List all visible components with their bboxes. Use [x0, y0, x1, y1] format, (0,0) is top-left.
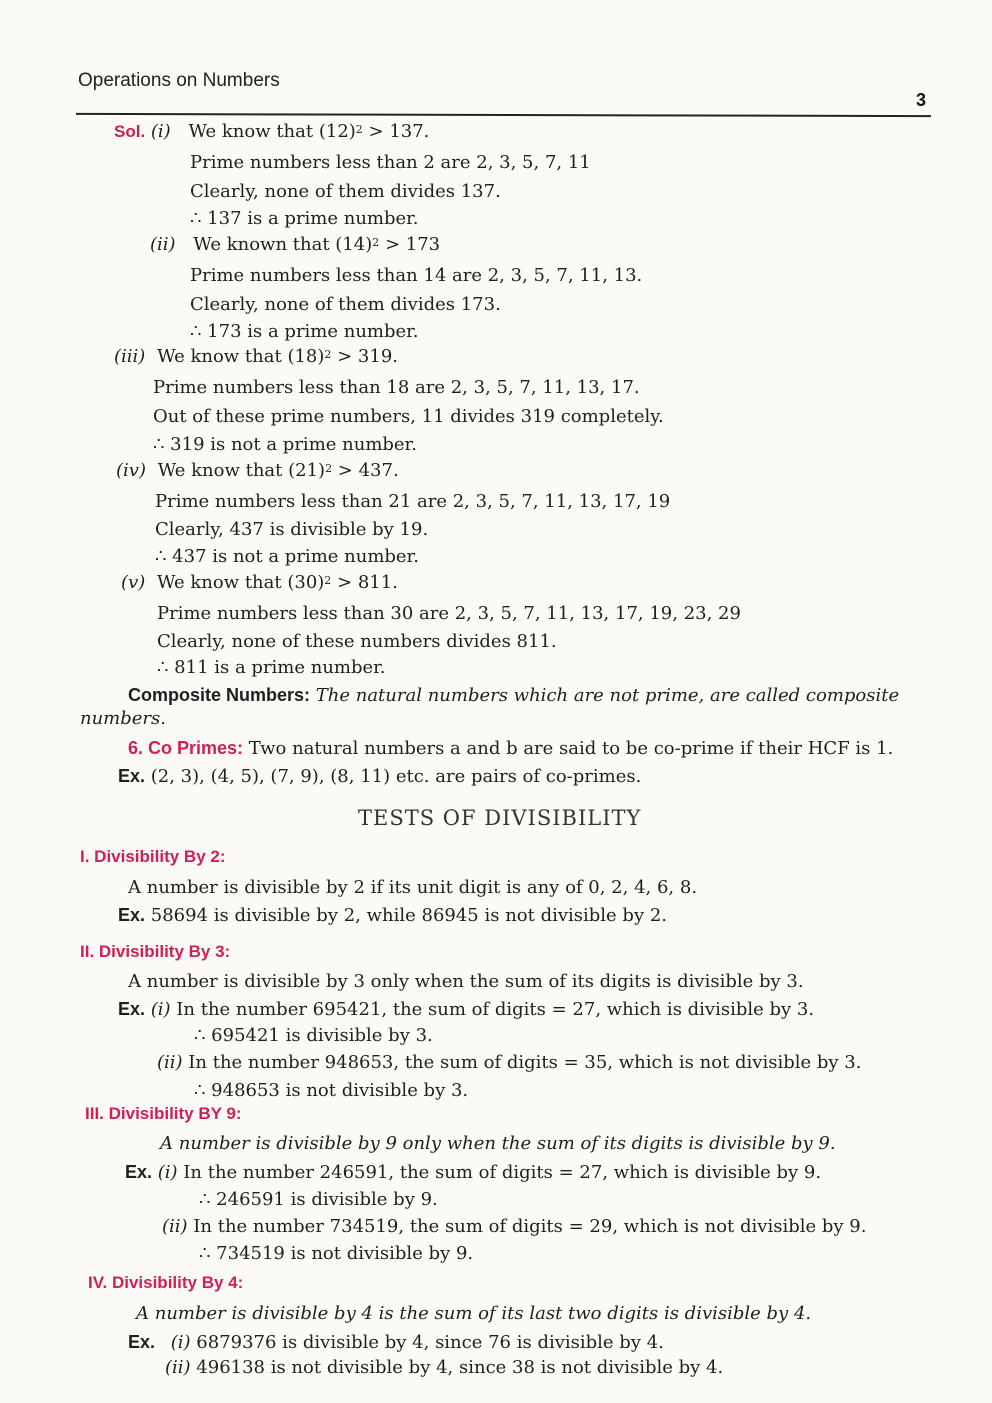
example-text: In the number 246591, the sum of digits = 27, which is divisible by 9.: [177, 1162, 822, 1183]
example-label: Ex.: [118, 999, 146, 1019]
div4-example-i: [128, 1331, 664, 1354]
sol-conclusion: ∴ 137 is a prime number.: [190, 208, 419, 229]
sol-text: > 319.: [331, 346, 399, 367]
part-number: (ii): [162, 1216, 188, 1237]
div9-conclusion-i: ∴ 246591 is divisible by 9.: [199, 1189, 438, 1210]
div3-conclusion-i: ∴ 695421 is divisible by 3.: [194, 1025, 433, 1046]
sol-text: > 137.: [362, 121, 430, 142]
exponent: 2: [324, 574, 332, 587]
part-number: (ii): [165, 1357, 191, 1378]
part-number: (i): [150, 121, 171, 142]
part-number: (iv): [116, 460, 146, 481]
div3-example-ii: [157, 1052, 861, 1074]
section-heading: TESTS OF DIVISIBILITY: [358, 806, 642, 830]
example-text: In the number 948653, the sum of digits = 35, which is not divisible by 3.: [182, 1052, 862, 1073]
div4-example-ii: [165, 1357, 723, 1379]
exponent: 2: [355, 123, 363, 136]
sol-conclusion: ∴ 319 is not a prime number.: [153, 434, 417, 455]
coprime-label: 6. Co Primes:: [128, 738, 244, 758]
sol-line: Prime numbers less than 18 are 2, 3, 5, 7, 11, 13, 17.: [153, 377, 640, 398]
sol-line: Clearly, none of them divides 137.: [190, 181, 501, 202]
sol-line: Prime numbers less than 2 are 2, 3, 5, 7, 11: [190, 152, 591, 173]
example-label: Ex.: [118, 905, 146, 925]
coprime-definition: [128, 737, 893, 760]
sol-line: Clearly, 437 is divisible by 19.: [155, 519, 429, 540]
example-text: In the number 695421, the sum of digits = 27, which is divisible by 3.: [170, 999, 815, 1020]
sol-text: > 437.: [332, 460, 399, 481]
div9-example-i: [125, 1161, 821, 1184]
example-text: 6879376 is divisible by 4, since 76 is divisible by 4.: [190, 1332, 664, 1353]
div9-rule: A number is divisible by 9 only when the sum of its digits is divisible by 9.: [160, 1133, 836, 1154]
div3-example-i: [118, 998, 814, 1021]
running-header: Operations on Numbers: [78, 70, 280, 91]
part-number: (i): [150, 999, 171, 1020]
sol-line: Out of these prime numbers, 11 divides 319 completely.: [153, 406, 664, 427]
part-number: (v): [121, 572, 146, 593]
div4-title: IV. Divisibility By 4:: [88, 1273, 244, 1292]
sol-text: We know that (21): [157, 460, 326, 481]
exponent: 2: [372, 236, 380, 249]
div3-rule: A number is divisible by 3 only when the sum of its digits is divisible by 3.: [128, 971, 804, 992]
header-rule: [76, 113, 931, 117]
example-label: Ex.: [125, 1162, 153, 1182]
composite-text-cont: numbers.: [80, 708, 166, 729]
sol-iii-line1: [114, 346, 398, 368]
example-label: Ex.: [118, 766, 146, 786]
sol-text: We know that (30): [156, 572, 325, 593]
example-text: (2, 3), (4, 5), (7, 9), (8, 11) etc. are pairs of co-primes.: [145, 766, 642, 787]
sol-iv-line1: [116, 460, 399, 482]
example-text: 496138 is not divisible by 4, since 38 is not divisible by 4.: [190, 1357, 724, 1378]
coprime-text: Two natural numbers a and b are said to be co-prime if their HCF is 1.: [243, 738, 894, 759]
part-number: (ii): [150, 234, 176, 255]
exponent: 2: [325, 462, 333, 475]
sol-line: Prime numbers less than 30 are 2, 3, 5, 7, 11, 13, 17, 19, 23, 29: [157, 603, 741, 624]
div2-example: [118, 904, 667, 927]
sol-line: Clearly, none of them divides 173.: [190, 294, 501, 315]
sol-line: Prime numbers less than 14 are 2, 3, 5, 7, 11, 13.: [190, 265, 643, 286]
div9-example-ii: [162, 1216, 866, 1238]
sol-conclusion: ∴ 173 is a prime number.: [190, 321, 419, 342]
sol-conclusion: ∴ 437 is not a prime number.: [155, 546, 419, 567]
sol-line: Clearly, none of these numbers divides 811.: [157, 631, 557, 652]
sol-line: Prime numbers less than 21 are 2, 3, 5, 7, 11, 13, 17, 19: [155, 491, 671, 512]
div9-conclusion-ii: ∴ 734519 is not divisible by 9.: [199, 1243, 474, 1264]
part-number: (iii): [114, 346, 146, 367]
composite-text: The natural numbers which are not prime, are called composite: [310, 685, 900, 706]
div4-rule: A number is divisible by 4 is the sum of its last two digits is divisible by 4.: [136, 1303, 812, 1324]
example-text: 58694 is divisible by 2, while 86945 is not divisible by 2.: [145, 905, 668, 926]
exponent: 2: [324, 348, 332, 361]
coprime-example: [118, 765, 641, 788]
sol-i-line1: [114, 121, 429, 143]
sol-ii-line1: [150, 234, 440, 256]
part-number: (i): [170, 1332, 191, 1353]
div2-title: I. Divisibility By 2:: [80, 847, 226, 866]
div3-conclusion-ii: ∴ 948653 is not divisible by 3.: [194, 1080, 469, 1101]
sol-text: We know that (12): [188, 121, 356, 142]
div9-title: III. Divisibility BY 9:: [85, 1104, 242, 1123]
sol-conclusion: ∴ 811 is a prime number.: [157, 657, 386, 678]
page-number: 3: [916, 90, 927, 110]
sol-text: We known that (14): [193, 234, 373, 255]
example-label: Ex.: [128, 1332, 156, 1352]
composite-label: Composite Numbers:: [128, 685, 311, 705]
sol-text: We know that (18): [157, 346, 325, 367]
sol-label: Sol.: [114, 122, 146, 141]
sol-text: > 173: [379, 234, 441, 255]
sol-v-line1: [121, 572, 398, 594]
part-number: (ii): [157, 1052, 183, 1073]
div3-title: II. Divisibility By 3:: [80, 942, 231, 961]
div2-rule: A number is divisible by 2 if its unit digit is any of 0, 2, 4, 6, 8.: [128, 877, 698, 898]
example-text: In the number 734519, the sum of digits = 29, which is not divisible by 9.: [187, 1216, 867, 1237]
part-number: (i): [157, 1162, 178, 1183]
sol-text: > 811.: [331, 572, 398, 593]
composite-definition: [128, 684, 899, 707]
